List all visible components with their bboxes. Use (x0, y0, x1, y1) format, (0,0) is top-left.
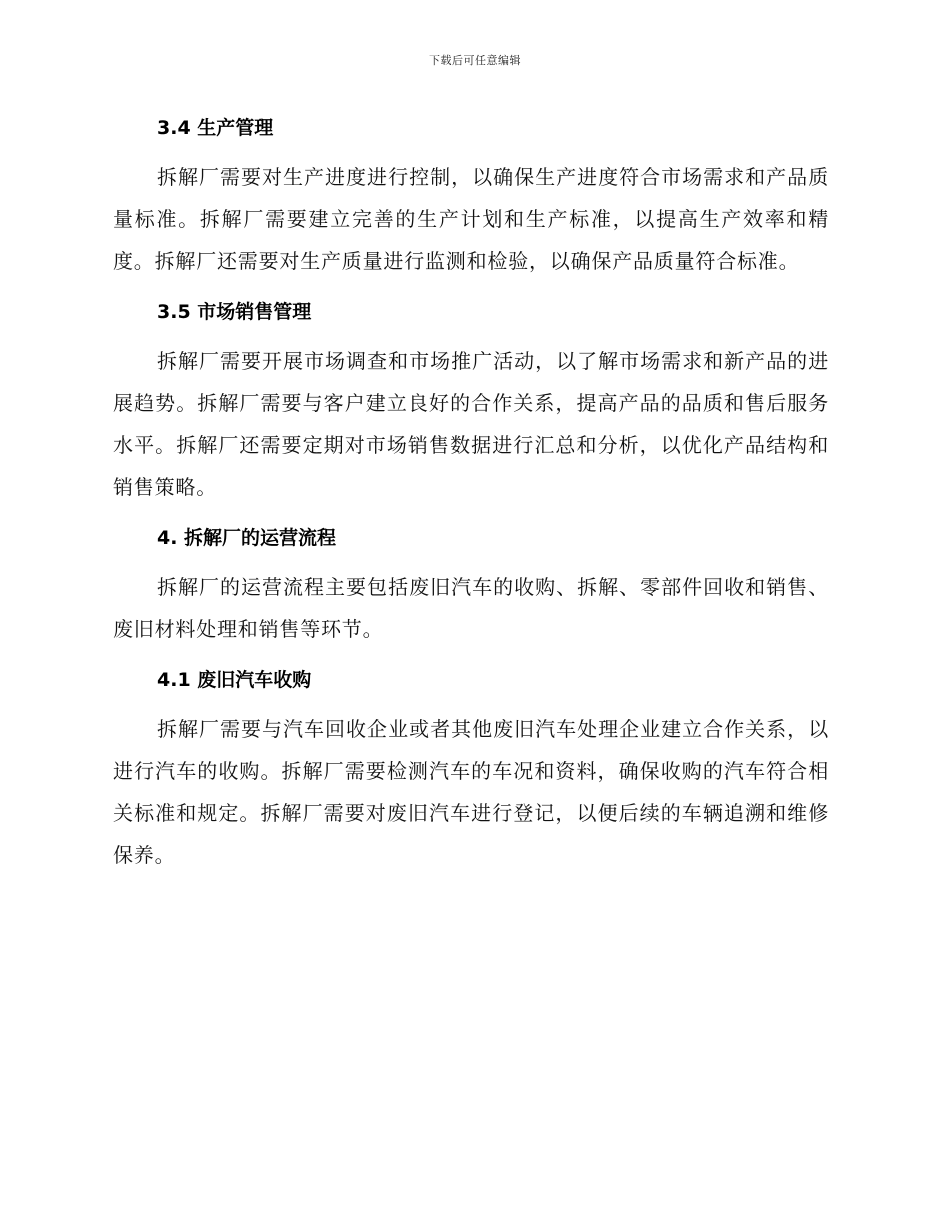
section-heading-3-5: 3.5 市场销售管理 (157, 301, 312, 323)
section-paragraph-3-5: 拆解厂需要开展市场调查和市场推广活动，以了解市场需求和新产品的进展趋势。拆解厂需要与客户建立良好的合作关系，提高产品的品质和售后服务水平。拆解厂还需要定期对市场销售数据进行汇总和分析，以优化产品结构和销售策略。 (113, 349, 829, 499)
section-paragraph-4: 拆解厂的运营流程主要包括废旧汽车的收购、拆解、零部件回收和销售、废旧材料处理和销售等环节。 (113, 575, 829, 641)
document-body (113, 108, 829, 886)
section-heading-4-1: 4.1 废旧汽车收购 (157, 669, 312, 691)
section-heading-3-4: 3.4 生产管理 (157, 117, 274, 139)
section-paragraph-3-4: 拆解厂需要对生产进度进行控制，以确保生产进度符合市场需求和产品质量标准。拆解厂需要建立完善的生产计划和生产标准，以提高生产效率和精度。拆解厂还需要对生产质量进行监测和检验，以确保产品质量符合标准。 (113, 165, 829, 273)
section-paragraph-4-1: 拆解厂需要与汽车回收企业或者其他废旧汽车处理企业建立合作关系，以进行汽车的收购。拆解厂需要检测汽车的车况和资料，确保收购的汽车符合相关标准和规定。拆解厂需要对废旧汽车进行登记，以便后续的车辆追溯和维修保养。 (113, 717, 829, 867)
section-heading-4: 4. 拆解厂的运营流程 (157, 527, 337, 549)
page-header: 下载后可任意编辑 (429, 54, 521, 67)
